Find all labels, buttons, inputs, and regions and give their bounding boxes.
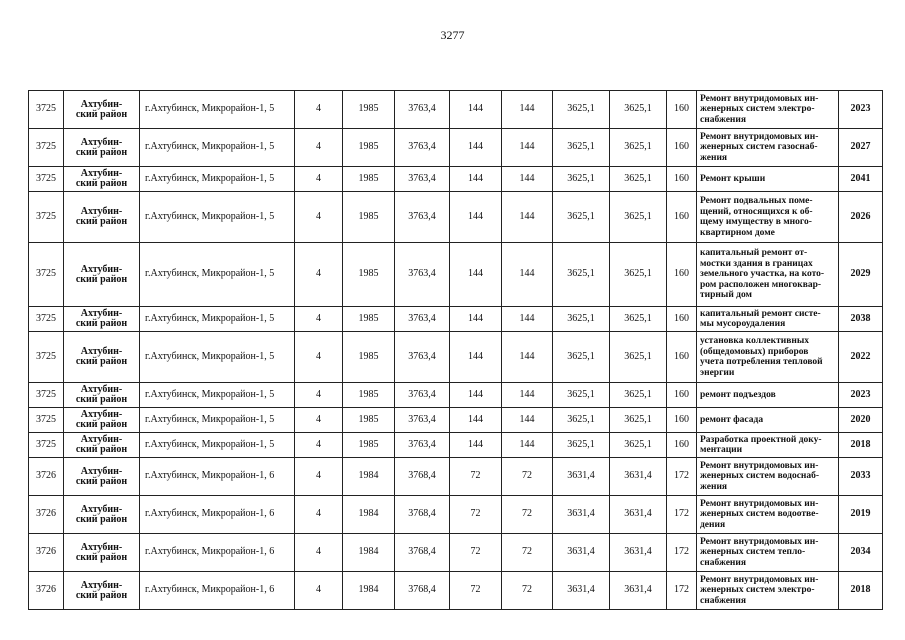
address-cell: г.Ахтубинск, Микрорайон-1, 5 bbox=[140, 192, 295, 243]
area-cell: 3625,1 bbox=[610, 307, 667, 332]
work-type-cell: ремонт фасада bbox=[697, 408, 839, 433]
planned-year-cell: 2041 bbox=[839, 167, 883, 192]
area-cell: 3625,1 bbox=[610, 91, 667, 129]
repair-register-table bbox=[28, 90, 883, 610]
planned-year-cell: 2023 bbox=[839, 91, 883, 129]
floors-cell: 4 bbox=[295, 383, 343, 408]
table-row bbox=[29, 458, 883, 496]
address-cell: г.Ахтубинск, Микрорайон-1, 6 bbox=[140, 572, 295, 610]
district-cell: Ахтубин- ский район bbox=[64, 458, 140, 496]
planned-year-cell: 2029 bbox=[839, 243, 883, 307]
work-type-cell: Ремонт внутридомовых ин- женерных систем водоотве- дения bbox=[697, 496, 839, 534]
area-cell: 3625,1 bbox=[610, 383, 667, 408]
count-cell: 144 bbox=[502, 383, 553, 408]
planned-year-cell: 2023 bbox=[839, 383, 883, 408]
district-cell: Ахтубин- ский район bbox=[64, 91, 140, 129]
count-cell: 144 bbox=[450, 91, 502, 129]
planned-year-cell: 2018 bbox=[839, 433, 883, 458]
district-cell: Ахтубин- ский район bbox=[64, 167, 140, 192]
house-id-cell: 3725 bbox=[29, 167, 64, 192]
area-cell: 3625,1 bbox=[610, 332, 667, 383]
residents-cell: 160 bbox=[667, 243, 697, 307]
floors-cell: 4 bbox=[295, 534, 343, 572]
district-cell: Ахтубин- ский район bbox=[64, 332, 140, 383]
count-cell: 72 bbox=[450, 572, 502, 610]
built-year-cell: 1985 bbox=[343, 243, 395, 307]
floors-cell: 4 bbox=[295, 243, 343, 307]
area-cell: 3625,1 bbox=[553, 383, 610, 408]
work-type-cell: Ремонт внутридомовых ин- женерных систем газоснаб- жения bbox=[697, 129, 839, 167]
district-cell: Ахтубин- ский район bbox=[64, 408, 140, 433]
address-cell: г.Ахтубинск, Микрорайон-1, 5 bbox=[140, 167, 295, 192]
area-cell: 3631,4 bbox=[610, 496, 667, 534]
table-row bbox=[29, 91, 883, 129]
built-year-cell: 1985 bbox=[343, 91, 395, 129]
count-cell: 144 bbox=[502, 408, 553, 433]
work-type-cell: Ремонт внутридомовых ин- женерных систем тепло- снабжения bbox=[697, 534, 839, 572]
address-cell: г.Ахтубинск, Микрорайон-1, 5 bbox=[140, 129, 295, 167]
residents-cell: 160 bbox=[667, 167, 697, 192]
count-cell: 144 bbox=[502, 332, 553, 383]
area-cell: 3625,1 bbox=[553, 332, 610, 383]
count-cell: 72 bbox=[502, 458, 553, 496]
page-number: 3277 bbox=[440, 28, 465, 42]
floors-cell: 4 bbox=[295, 458, 343, 496]
count-cell: 144 bbox=[502, 167, 553, 192]
residents-cell: 160 bbox=[667, 129, 697, 167]
area-cell: 3625,1 bbox=[553, 129, 610, 167]
total-area-cell: 3768,4 bbox=[395, 496, 450, 534]
district-cell: Ахтубин- ский район bbox=[64, 496, 140, 534]
district-cell: Ахтубин- ский район bbox=[64, 129, 140, 167]
address-cell: г.Ахтубинск, Микрорайон-1, 5 bbox=[140, 91, 295, 129]
residents-cell: 160 bbox=[667, 307, 697, 332]
count-cell: 72 bbox=[502, 496, 553, 534]
residents-cell: 172 bbox=[667, 572, 697, 610]
table-row bbox=[29, 192, 883, 243]
area-cell: 3625,1 bbox=[553, 91, 610, 129]
address-cell: г.Ахтубинск, Микрорайон-1, 5 bbox=[140, 332, 295, 383]
count-cell: 144 bbox=[450, 332, 502, 383]
total-area-cell: 3763,4 bbox=[395, 332, 450, 383]
address-cell: г.Ахтубинск, Микрорайон-1, 5 bbox=[140, 243, 295, 307]
residents-cell: 160 bbox=[667, 383, 697, 408]
residents-cell: 160 bbox=[667, 91, 697, 129]
floors-cell: 4 bbox=[295, 167, 343, 192]
count-cell: 144 bbox=[502, 129, 553, 167]
area-cell: 3631,4 bbox=[610, 458, 667, 496]
area-cell: 3625,1 bbox=[553, 408, 610, 433]
address-cell: г.Ахтубинск, Микрорайон-1, 5 bbox=[140, 433, 295, 458]
house-id-cell: 3725 bbox=[29, 91, 64, 129]
work-type-cell: установка коллективных (общедомовых) приборов учета потребления тепловой энергии bbox=[697, 332, 839, 383]
work-type-cell: Ремонт внутридомовых ин- женерных систем электро- снабжения bbox=[697, 91, 839, 129]
planned-year-cell: 2034 bbox=[839, 534, 883, 572]
built-year-cell: 1984 bbox=[343, 496, 395, 534]
floors-cell: 4 bbox=[295, 192, 343, 243]
planned-year-cell: 2022 bbox=[839, 332, 883, 383]
built-year-cell: 1984 bbox=[343, 458, 395, 496]
district-cell: Ахтубин- ский район bbox=[64, 433, 140, 458]
built-year-cell: 1985 bbox=[343, 307, 395, 332]
count-cell: 144 bbox=[502, 243, 553, 307]
area-cell: 3631,4 bbox=[553, 572, 610, 610]
residents-cell: 160 bbox=[667, 192, 697, 243]
house-id-cell: 3725 bbox=[29, 408, 64, 433]
area-cell: 3631,4 bbox=[610, 572, 667, 610]
planned-year-cell: 2020 bbox=[839, 408, 883, 433]
area-cell: 3631,4 bbox=[553, 458, 610, 496]
floors-cell: 4 bbox=[295, 307, 343, 332]
count-cell: 144 bbox=[450, 383, 502, 408]
total-area-cell: 3763,4 bbox=[395, 91, 450, 129]
district-cell: Ахтубин- ский район bbox=[64, 534, 140, 572]
table-row bbox=[29, 243, 883, 307]
residents-cell: 172 bbox=[667, 496, 697, 534]
table-row bbox=[29, 129, 883, 167]
count-cell: 144 bbox=[450, 433, 502, 458]
residents-cell: 160 bbox=[667, 408, 697, 433]
area-cell: 3631,4 bbox=[553, 534, 610, 572]
planned-year-cell: 2038 bbox=[839, 307, 883, 332]
floors-cell: 4 bbox=[295, 408, 343, 433]
count-cell: 144 bbox=[502, 433, 553, 458]
count-cell: 144 bbox=[502, 192, 553, 243]
total-area-cell: 3768,4 bbox=[395, 534, 450, 572]
floors-cell: 4 bbox=[295, 129, 343, 167]
table-row bbox=[29, 534, 883, 572]
count-cell: 72 bbox=[450, 496, 502, 534]
built-year-cell: 1984 bbox=[343, 572, 395, 610]
house-id-cell: 3726 bbox=[29, 572, 64, 610]
work-type-cell: Ремонт внутридомовых ин- женерных систем электро- снабжения bbox=[697, 572, 839, 610]
count-cell: 144 bbox=[450, 129, 502, 167]
work-type-cell: ремонт подъездов bbox=[697, 383, 839, 408]
area-cell: 3625,1 bbox=[553, 243, 610, 307]
built-year-cell: 1985 bbox=[343, 383, 395, 408]
address-cell: г.Ахтубинск, Микрорайон-1, 6 bbox=[140, 496, 295, 534]
total-area-cell: 3763,4 bbox=[395, 243, 450, 307]
district-cell: Ахтубин- ский район bbox=[64, 572, 140, 610]
planned-year-cell: 2019 bbox=[839, 496, 883, 534]
house-id-cell: 3725 bbox=[29, 383, 64, 408]
floors-cell: 4 bbox=[295, 572, 343, 610]
count-cell: 144 bbox=[450, 243, 502, 307]
count-cell: 144 bbox=[502, 307, 553, 332]
residents-cell: 160 bbox=[667, 433, 697, 458]
table-row bbox=[29, 496, 883, 534]
district-cell: Ахтубин- ский район bbox=[64, 307, 140, 332]
planned-year-cell: 2018 bbox=[839, 572, 883, 610]
count-cell: 72 bbox=[502, 534, 553, 572]
address-cell: г.Ахтубинск, Микрорайон-1, 5 bbox=[140, 408, 295, 433]
area-cell: 3631,4 bbox=[553, 496, 610, 534]
work-type-cell: Ремонт крыши bbox=[697, 167, 839, 192]
work-type-cell: капитальный ремонт от- мостки здания в границах земельного участка, на кото- ром расположен многоквар- тирный дом bbox=[697, 243, 839, 307]
house-id-cell: 3725 bbox=[29, 307, 64, 332]
work-type-cell: капитальный ремонт систе- мы мусороудаления bbox=[697, 307, 839, 332]
built-year-cell: 1985 bbox=[343, 192, 395, 243]
work-type-cell: Разработка проектной доку- ментации bbox=[697, 433, 839, 458]
area-cell: 3625,1 bbox=[553, 192, 610, 243]
count-cell: 144 bbox=[450, 167, 502, 192]
count-cell: 72 bbox=[502, 572, 553, 610]
address-cell: г.Ахтубинск, Микрорайон-1, 5 bbox=[140, 383, 295, 408]
house-id-cell: 3725 bbox=[29, 433, 64, 458]
total-area-cell: 3763,4 bbox=[395, 408, 450, 433]
area-cell: 3625,1 bbox=[610, 243, 667, 307]
table-row bbox=[29, 332, 883, 383]
floors-cell: 4 bbox=[295, 433, 343, 458]
total-area-cell: 3768,4 bbox=[395, 572, 450, 610]
district-cell: Ахтубин- ский район bbox=[64, 192, 140, 243]
residents-cell: 160 bbox=[667, 332, 697, 383]
count-cell: 72 bbox=[450, 458, 502, 496]
built-year-cell: 1985 bbox=[343, 332, 395, 383]
planned-year-cell: 2027 bbox=[839, 129, 883, 167]
district-cell: Ахтубин- ский район bbox=[64, 243, 140, 307]
table-row bbox=[29, 572, 883, 610]
planned-year-cell: 2026 bbox=[839, 192, 883, 243]
floors-cell: 4 bbox=[295, 91, 343, 129]
table-row bbox=[29, 307, 883, 332]
total-area-cell: 3763,4 bbox=[395, 307, 450, 332]
house-id-cell: 3726 bbox=[29, 458, 64, 496]
area-cell: 3625,1 bbox=[610, 129, 667, 167]
address-cell: г.Ахтубинск, Микрорайон-1, 5 bbox=[140, 307, 295, 332]
house-id-cell: 3726 bbox=[29, 534, 64, 572]
built-year-cell: 1985 bbox=[343, 433, 395, 458]
total-area-cell: 3763,4 bbox=[395, 129, 450, 167]
house-id-cell: 3725 bbox=[29, 192, 64, 243]
floors-cell: 4 bbox=[295, 332, 343, 383]
district-cell: Ахтубин- ский район bbox=[64, 383, 140, 408]
address-cell: г.Ахтубинск, Микрорайон-1, 6 bbox=[140, 534, 295, 572]
address-cell: г.Ахтубинск, Микрорайон-1, 6 bbox=[140, 458, 295, 496]
planned-year-cell: 2033 bbox=[839, 458, 883, 496]
built-year-cell: 1984 bbox=[343, 534, 395, 572]
total-area-cell: 3763,4 bbox=[395, 433, 450, 458]
count-cell: 144 bbox=[502, 91, 553, 129]
count-cell: 144 bbox=[450, 192, 502, 243]
residents-cell: 172 bbox=[667, 534, 697, 572]
count-cell: 72 bbox=[450, 534, 502, 572]
work-type-cell: Ремонт подвальных поме- щений, относящихся к об- щему имуществу в много- квартирном доме bbox=[697, 192, 839, 243]
total-area-cell: 3763,4 bbox=[395, 383, 450, 408]
area-cell: 3625,1 bbox=[610, 167, 667, 192]
area-cell: 3625,1 bbox=[553, 433, 610, 458]
area-cell: 3625,1 bbox=[610, 408, 667, 433]
residents-cell: 172 bbox=[667, 458, 697, 496]
area-cell: 3625,1 bbox=[610, 192, 667, 243]
total-area-cell: 3763,4 bbox=[395, 167, 450, 192]
house-id-cell: 3725 bbox=[29, 332, 64, 383]
table-row bbox=[29, 167, 883, 192]
table-row bbox=[29, 383, 883, 408]
house-id-cell: 3726 bbox=[29, 496, 64, 534]
house-id-cell: 3725 bbox=[29, 243, 64, 307]
work-type-cell: Ремонт внутридомовых ин- женерных систем водоснаб- жения bbox=[697, 458, 839, 496]
table-row bbox=[29, 408, 883, 433]
floors-cell: 4 bbox=[295, 496, 343, 534]
area-cell: 3625,1 bbox=[610, 433, 667, 458]
area-cell: 3625,1 bbox=[553, 167, 610, 192]
total-area-cell: 3763,4 bbox=[395, 192, 450, 243]
table-row bbox=[29, 433, 883, 458]
count-cell: 144 bbox=[450, 307, 502, 332]
built-year-cell: 1985 bbox=[343, 167, 395, 192]
built-year-cell: 1985 bbox=[343, 408, 395, 433]
area-cell: 3631,4 bbox=[610, 534, 667, 572]
count-cell: 144 bbox=[450, 408, 502, 433]
built-year-cell: 1985 bbox=[343, 129, 395, 167]
house-id-cell: 3725 bbox=[29, 129, 64, 167]
total-area-cell: 3768,4 bbox=[395, 458, 450, 496]
area-cell: 3625,1 bbox=[553, 307, 610, 332]
